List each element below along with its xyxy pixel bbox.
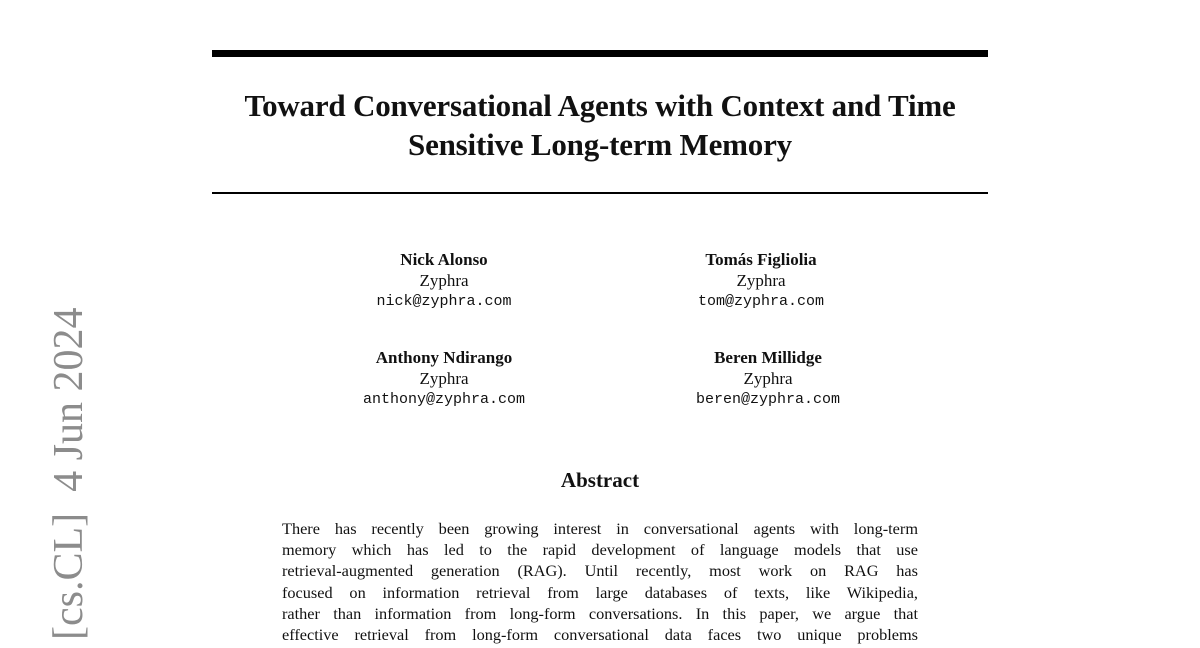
author-affiliation: Zyphra bbox=[419, 369, 469, 388]
author-block bbox=[631, 249, 891, 313]
author-affiliation: Zyphra bbox=[743, 369, 793, 388]
title-bottom-rule bbox=[212, 192, 988, 194]
abstract-line: effective retrieval from long-form conversational data faces two unique problems bbox=[282, 624, 918, 644]
arxiv-sidebar-stamp: [cs.CL] 4 Jun 2024 bbox=[46, 307, 92, 640]
author-email: anthony@zyphra.com bbox=[362, 391, 526, 408]
author-email: beren@zyphra.com bbox=[695, 391, 841, 408]
abstract-line: memory which has led to the rapid development of language models that use bbox=[282, 540, 918, 560]
abstract-line: retrieval-augmented generation (RAG). Until recently, most work on RAG has bbox=[282, 561, 918, 581]
author-name: Tomás Figliolia bbox=[705, 250, 817, 269]
author-block bbox=[314, 347, 574, 411]
author-name: Nick Alonso bbox=[400, 250, 488, 269]
author-block bbox=[638, 347, 898, 411]
author-affiliation: Zyphra bbox=[736, 271, 786, 290]
abstract-heading: Abstract bbox=[560, 468, 640, 492]
author-name: Anthony Ndirango bbox=[375, 348, 513, 367]
title-line-2: Sensitive Long-term Memory bbox=[408, 127, 792, 162]
author-block bbox=[314, 249, 574, 313]
title-line-1: Toward Conversational Agents with Context and Time bbox=[244, 88, 956, 123]
author-affiliation: Zyphra bbox=[419, 271, 469, 290]
title-top-rule bbox=[212, 50, 988, 57]
abstract-line: focused on information retrieval from large databases of texts, like Wikipedia, bbox=[282, 582, 918, 602]
abstract-line: rather than information from long-form conversations. In this paper, we argue that bbox=[282, 603, 918, 623]
author-name: Beren Millidge bbox=[714, 348, 822, 367]
author-email: tom@zyphra.com bbox=[697, 293, 825, 310]
abstract-line: There has recently been growing interest in conversational agents with long-term bbox=[282, 519, 918, 538]
paper-title bbox=[212, 86, 988, 164]
abstract-body bbox=[282, 518, 918, 645]
author-email: nick@zyphra.com bbox=[376, 293, 512, 310]
